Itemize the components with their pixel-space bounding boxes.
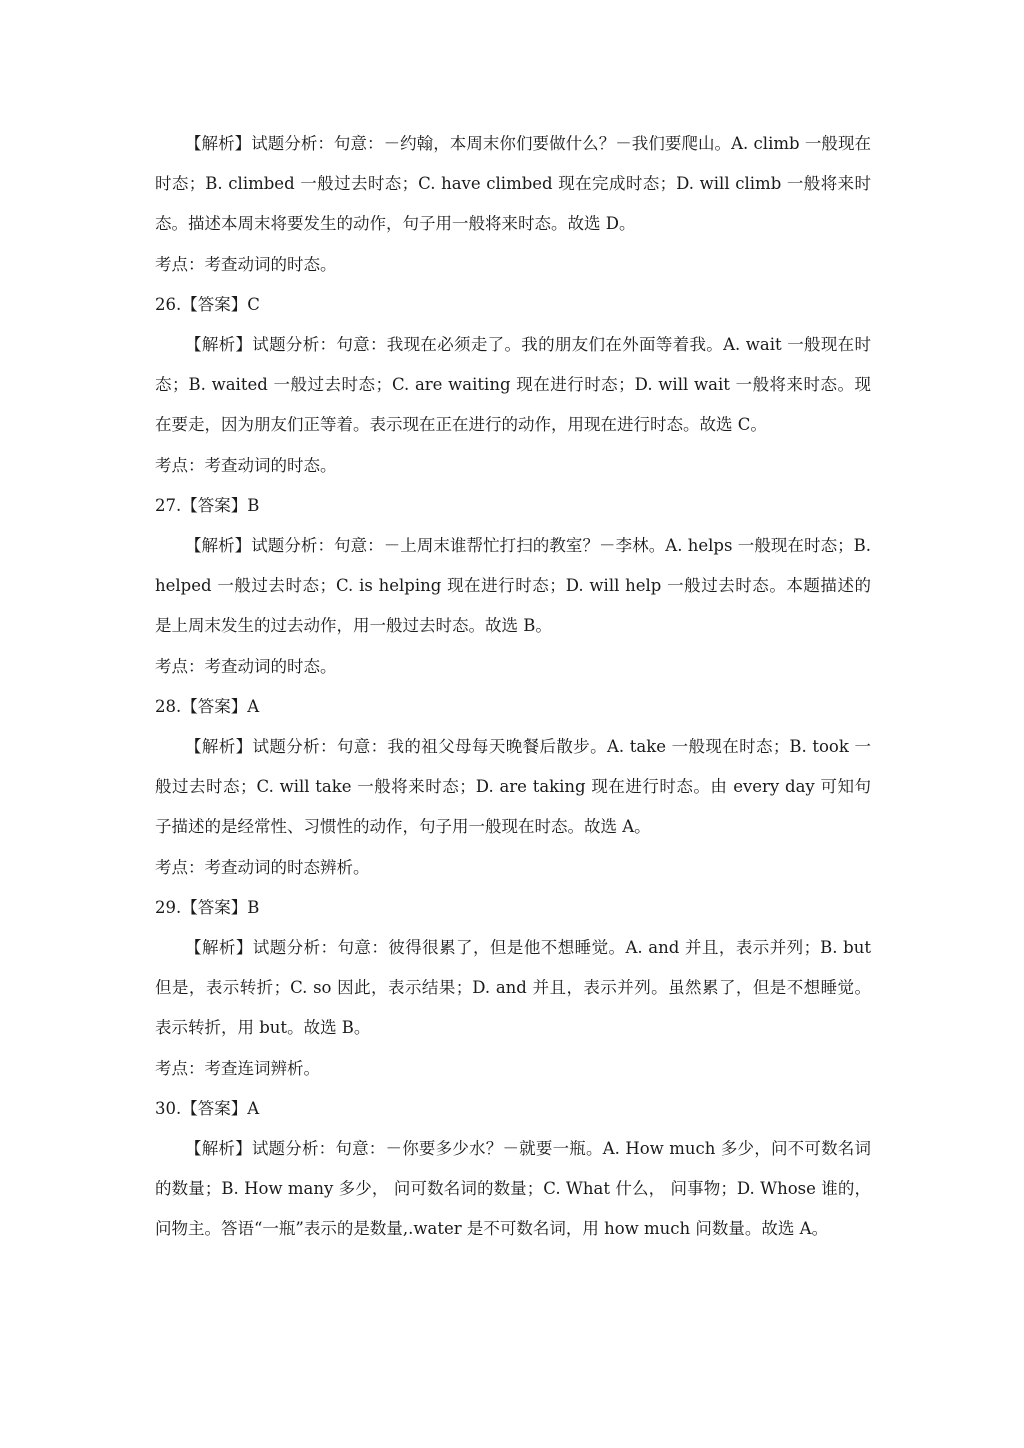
exam-point-line: 考点：考查连词辨析。 (155, 1058, 320, 1078)
analysis-paragraph: 【解析】试题分析：句意：－约翰，本周末你们要做什么？－我们要爬山。A. climb 一般现在时态；B. climbed 一般过去时态；C. have climbed 现在完成时态；D. will climb 一般将来时态。描述本周末将要发生的动作，句子用一般将来时态。故选 D。 (155, 134, 871, 234)
exam-point-line: 考点：考查动词的时态。 (155, 455, 337, 475)
answer-key-content (155, 124, 871, 1250)
answer-heading: 29.【答案】B (155, 897, 260, 917)
analysis-paragraph: 【解析】试题分析：句意：我现在必须走了。我的朋友们在外面等着我。A. wait 一般现在时态；B. waited 一般过去时态；C. are waiting 现在进行时态；D. will wait 一般将来时态。现在要走，因为朋友们正等着。表示现在正在进行的动作，用现在进行时态。故选 C。 (155, 335, 871, 435)
exam-point-line: 考点：考查动词的时态。 (155, 254, 337, 274)
exam-point-line: 考点：考查动词的时态。 (155, 656, 337, 676)
analysis-paragraph: 【解析】试题分析：句意：－你要多少水？－就要一瓶。A. How much 多少，问不可数名词的数量；B. How many 多少， 问可数名词的数量；C. What 什么， 问事物；D. Whose 谁的，问物主。答语“一瓶”表示的是数量,.water 是不可数名词，用 how much 问数量。故选 A。 (155, 1139, 871, 1239)
analysis-paragraph: 【解析】试题分析：句意：彼得很累了，但是他不想睡觉。A. and 并且，表示并列；B. but 但是，表示转折；C. so 因此，表示结果；D. and 并且，表示并列。虽然累了，但是不想睡觉。表示转折，用 but。故选 B。 (155, 938, 871, 1038)
answer-heading: 28.【答案】A (155, 696, 260, 716)
answer-heading: 27.【答案】B (155, 495, 260, 515)
exam-point-line: 考点：考查动词的时态辨析。 (155, 857, 370, 877)
answer-heading: 26.【答案】C (155, 294, 260, 314)
analysis-paragraph: 【解析】试题分析：句意：－上周末谁帮忙打扫的教室？－李林。A. helps 一般现在时态；B. helped 一般过去时态；C. is helping 现在进行时态；D. will help 一般过去时态。本题描述的是上周末发生的过去动作，用一般过去时态。故选 B。 (155, 536, 871, 636)
analysis-paragraph: 【解析】试题分析：句意：我的祖父母每天晚餐后散步。A. take 一般现在时态；B. took 一般过去时态；C. will take 一般将来时态；D. are taking 现在进行时态。由 every day 可知句子描述的是经常性、习惯性的动作，句子用一般现在时态。故选 A。 (155, 737, 871, 837)
answer-heading: 30.【答案】A (155, 1098, 260, 1118)
